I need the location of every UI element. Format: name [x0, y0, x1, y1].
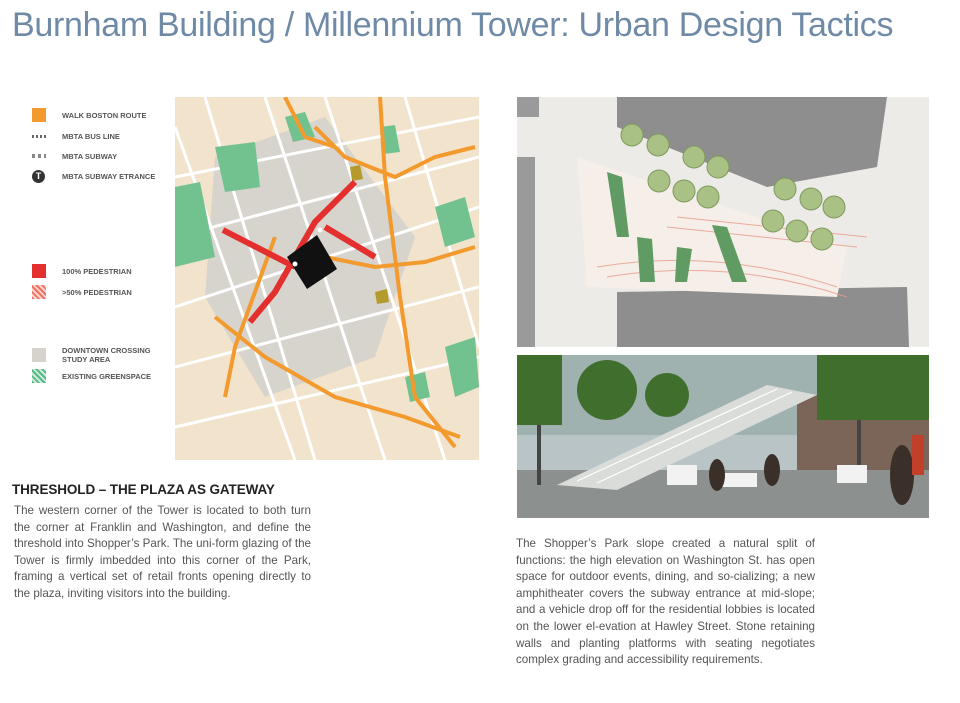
legend-label: 100% PEDESTRIAN — [62, 266, 132, 276]
page-title: Burnham Building / Millennium Tower: Urban Design Tactics — [12, 6, 894, 44]
bus-line-dotted-icon — [32, 135, 46, 138]
legend-label: WALK BOSTON ROUTE — [62, 110, 147, 120]
legend-item-partial-pedestrian — [32, 284, 172, 300]
partial-pedestrian-swatch-icon — [32, 285, 46, 299]
legend-label: DOWNTOWN CROSSING STUDY AREA — [62, 346, 151, 364]
legend-item-full-pedestrian — [32, 263, 172, 279]
legend-item-greenspace — [32, 368, 172, 384]
legend-label: MBTA SUBWAY — [62, 151, 118, 161]
subway-dashed-icon — [32, 154, 46, 158]
district-map-image — [175, 97, 479, 460]
section-heading: THRESHOLD – THE PLAZA AS GATEWAY — [12, 482, 275, 497]
legend-item-subway — [32, 148, 172, 164]
shoppers-park-caption: The Shopper’s Park slope created a natural split of functions: the high elevation on Washington St. has open space for outdoor events, dining, and so-cializing; a new amphitheater covers the subway entrance at mid-slope; and a vehicle drop off for the residential lobbies is located on the lower el-evation at Hawley Street. Stone retaining walls and planting platforms with seating negotiates complex grading and accessibility requirements. — [516, 537, 815, 667]
subway-t-icon: T — [32, 170, 45, 183]
legend-label: MBTA BUS LINE — [62, 131, 120, 141]
legend-item-subway-entrance — [32, 168, 172, 184]
legend-item-walk-route — [32, 107, 172, 123]
walk-route-swatch-icon — [32, 108, 46, 122]
legend-item-bus-line — [32, 128, 172, 144]
full-pedestrian-swatch-icon — [32, 264, 46, 278]
greenspace-swatch-icon — [32, 369, 46, 383]
legend-label: >50% PEDESTRIAN — [62, 287, 132, 297]
threshold-paragraph: The western corner of the Tower is located to both turn the corner at Franklin and Washington, and define the threshold into Shopper’s Park. The uni-form glazing of the Tower is firmly imbedded into this corner of the Park, framing a vertical set of retail fronts opening directly to the plaza, inviting visitors into the building. — [14, 504, 311, 600]
site-plan-image — [517, 97, 929, 347]
legend-item-study-area — [32, 344, 152, 366]
study-area-swatch-icon — [32, 348, 46, 362]
legend-label: EXISTING GREENSPACE — [62, 371, 152, 381]
legend-label: MBTA SUBWAY ETRANCE — [62, 171, 156, 181]
plaza-rendering-image — [517, 355, 929, 518]
